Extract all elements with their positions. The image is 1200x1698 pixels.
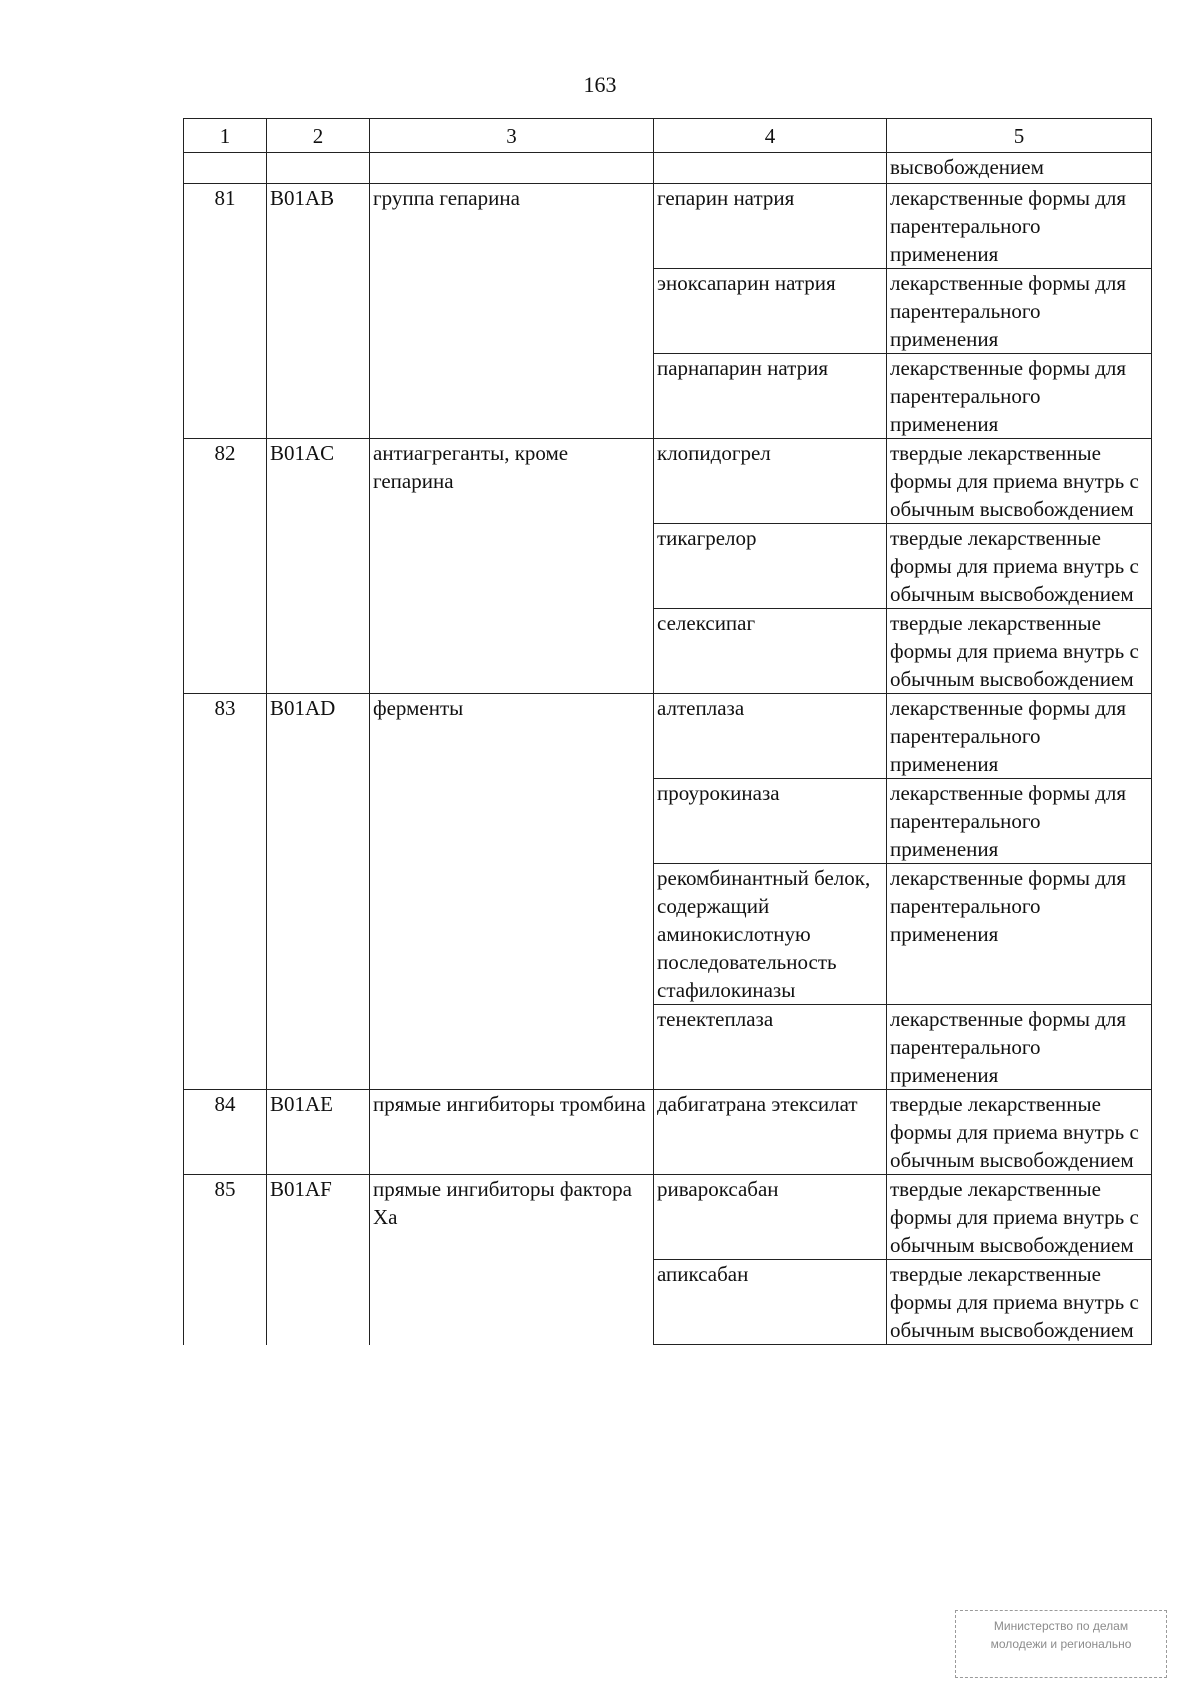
header-col-3: 3 (370, 119, 654, 153)
table-row (184, 1090, 1152, 1175)
atc-code: B01AC (267, 439, 370, 694)
header-col-1: 1 (184, 119, 267, 153)
table-row (184, 1175, 1152, 1260)
table-row (184, 694, 1152, 779)
header-col-5: 5 (887, 119, 1152, 153)
header-col-4: 4 (654, 119, 887, 153)
dosage-form: лекарственные формы для парентерального применения (887, 694, 1152, 779)
table-row (184, 184, 1152, 269)
dosage-form: лекарственные формы для парентерального применения (887, 354, 1152, 439)
drug-name: рекомбинантный белок, содержащий аминокислотную последовательность стафилокиназы (654, 864, 887, 1005)
drug-name: тикагрелор (654, 524, 887, 609)
atc-code: B01AF (267, 1175, 370, 1345)
drug-name: тенектеплаза (654, 1005, 887, 1090)
drug-name: парнапарин натрия (654, 354, 887, 439)
stamp-line-1: Министерство по делам (993, 1619, 1129, 1633)
table-row (184, 439, 1152, 524)
dosage-form: твердые лекарственные формы для приема внутрь с обычным высвобождением (887, 609, 1152, 694)
registration-stamp (955, 1610, 1167, 1678)
atc-code: B01AE (267, 1090, 370, 1175)
dosage-form: лекарственные формы для парентерального применения (887, 1005, 1152, 1090)
drug-name: селексипаг (654, 609, 887, 694)
row-number: 84 (184, 1090, 267, 1175)
dosage-form: лекарственные формы для парентерального применения (887, 779, 1152, 864)
drug-name: гепарин натрия (654, 184, 887, 269)
drug-name: алтеплаза (654, 694, 887, 779)
row-number: 81 (184, 184, 267, 439)
atc-group: прямые ингибиторы фактора Ха (370, 1175, 654, 1345)
dosage-form: твердые лекарственные формы для приема внутрь с обычным высвобождением (887, 1175, 1152, 1260)
continuation-row (184, 153, 1152, 184)
dosage-form: твердые лекарственные формы для приема внутрь с обычным высвобождением (887, 1090, 1152, 1175)
drug-name: клопидогрел (654, 439, 887, 524)
atc-code: B01AD (267, 694, 370, 1090)
dosage-form: лекарственные формы для парентерального применения (887, 184, 1152, 269)
atc-group: группа гепарина (370, 184, 654, 439)
atc-code: B01AB (267, 184, 370, 439)
atc-group: антиагреганты, кроме гепарина (370, 439, 654, 694)
drug-name: проурокиназа (654, 779, 887, 864)
row-number: 82 (184, 439, 267, 694)
dosage-form: лекарственные формы для парентерального применения (887, 864, 1152, 1005)
row-number: 85 (184, 1175, 267, 1345)
header-row (184, 119, 1152, 153)
drug-name: апиксабан (654, 1260, 887, 1345)
page-number: 163 (583, 72, 617, 97)
header-col-2: 2 (267, 119, 370, 153)
dosage-form: твердые лекарственные формы для приема внутрь с обычным высвобождением (887, 524, 1152, 609)
dosage-form: лекарственные формы для парентерального применения (887, 269, 1152, 354)
continuation-form: высвобождением (887, 153, 1152, 184)
dosage-form: твердые лекарственные формы для приема внутрь с обычным высвобождением (887, 1260, 1152, 1345)
drug-name: ривароксабан (654, 1175, 887, 1260)
dosage-form: твердые лекарственные формы для приема внутрь с обычным высвобождением (887, 439, 1152, 524)
row-number: 83 (184, 694, 267, 1090)
atc-group: ферменты (370, 694, 654, 1090)
drug-name: эноксапарин натрия (654, 269, 887, 354)
atc-group: прямые ингибиторы тромбина (370, 1090, 654, 1175)
drug-name: дабигатрана этексилат (654, 1090, 887, 1175)
drug-table (183, 118, 1152, 1345)
stamp-line-2: молодежи и регионально (990, 1637, 1132, 1651)
